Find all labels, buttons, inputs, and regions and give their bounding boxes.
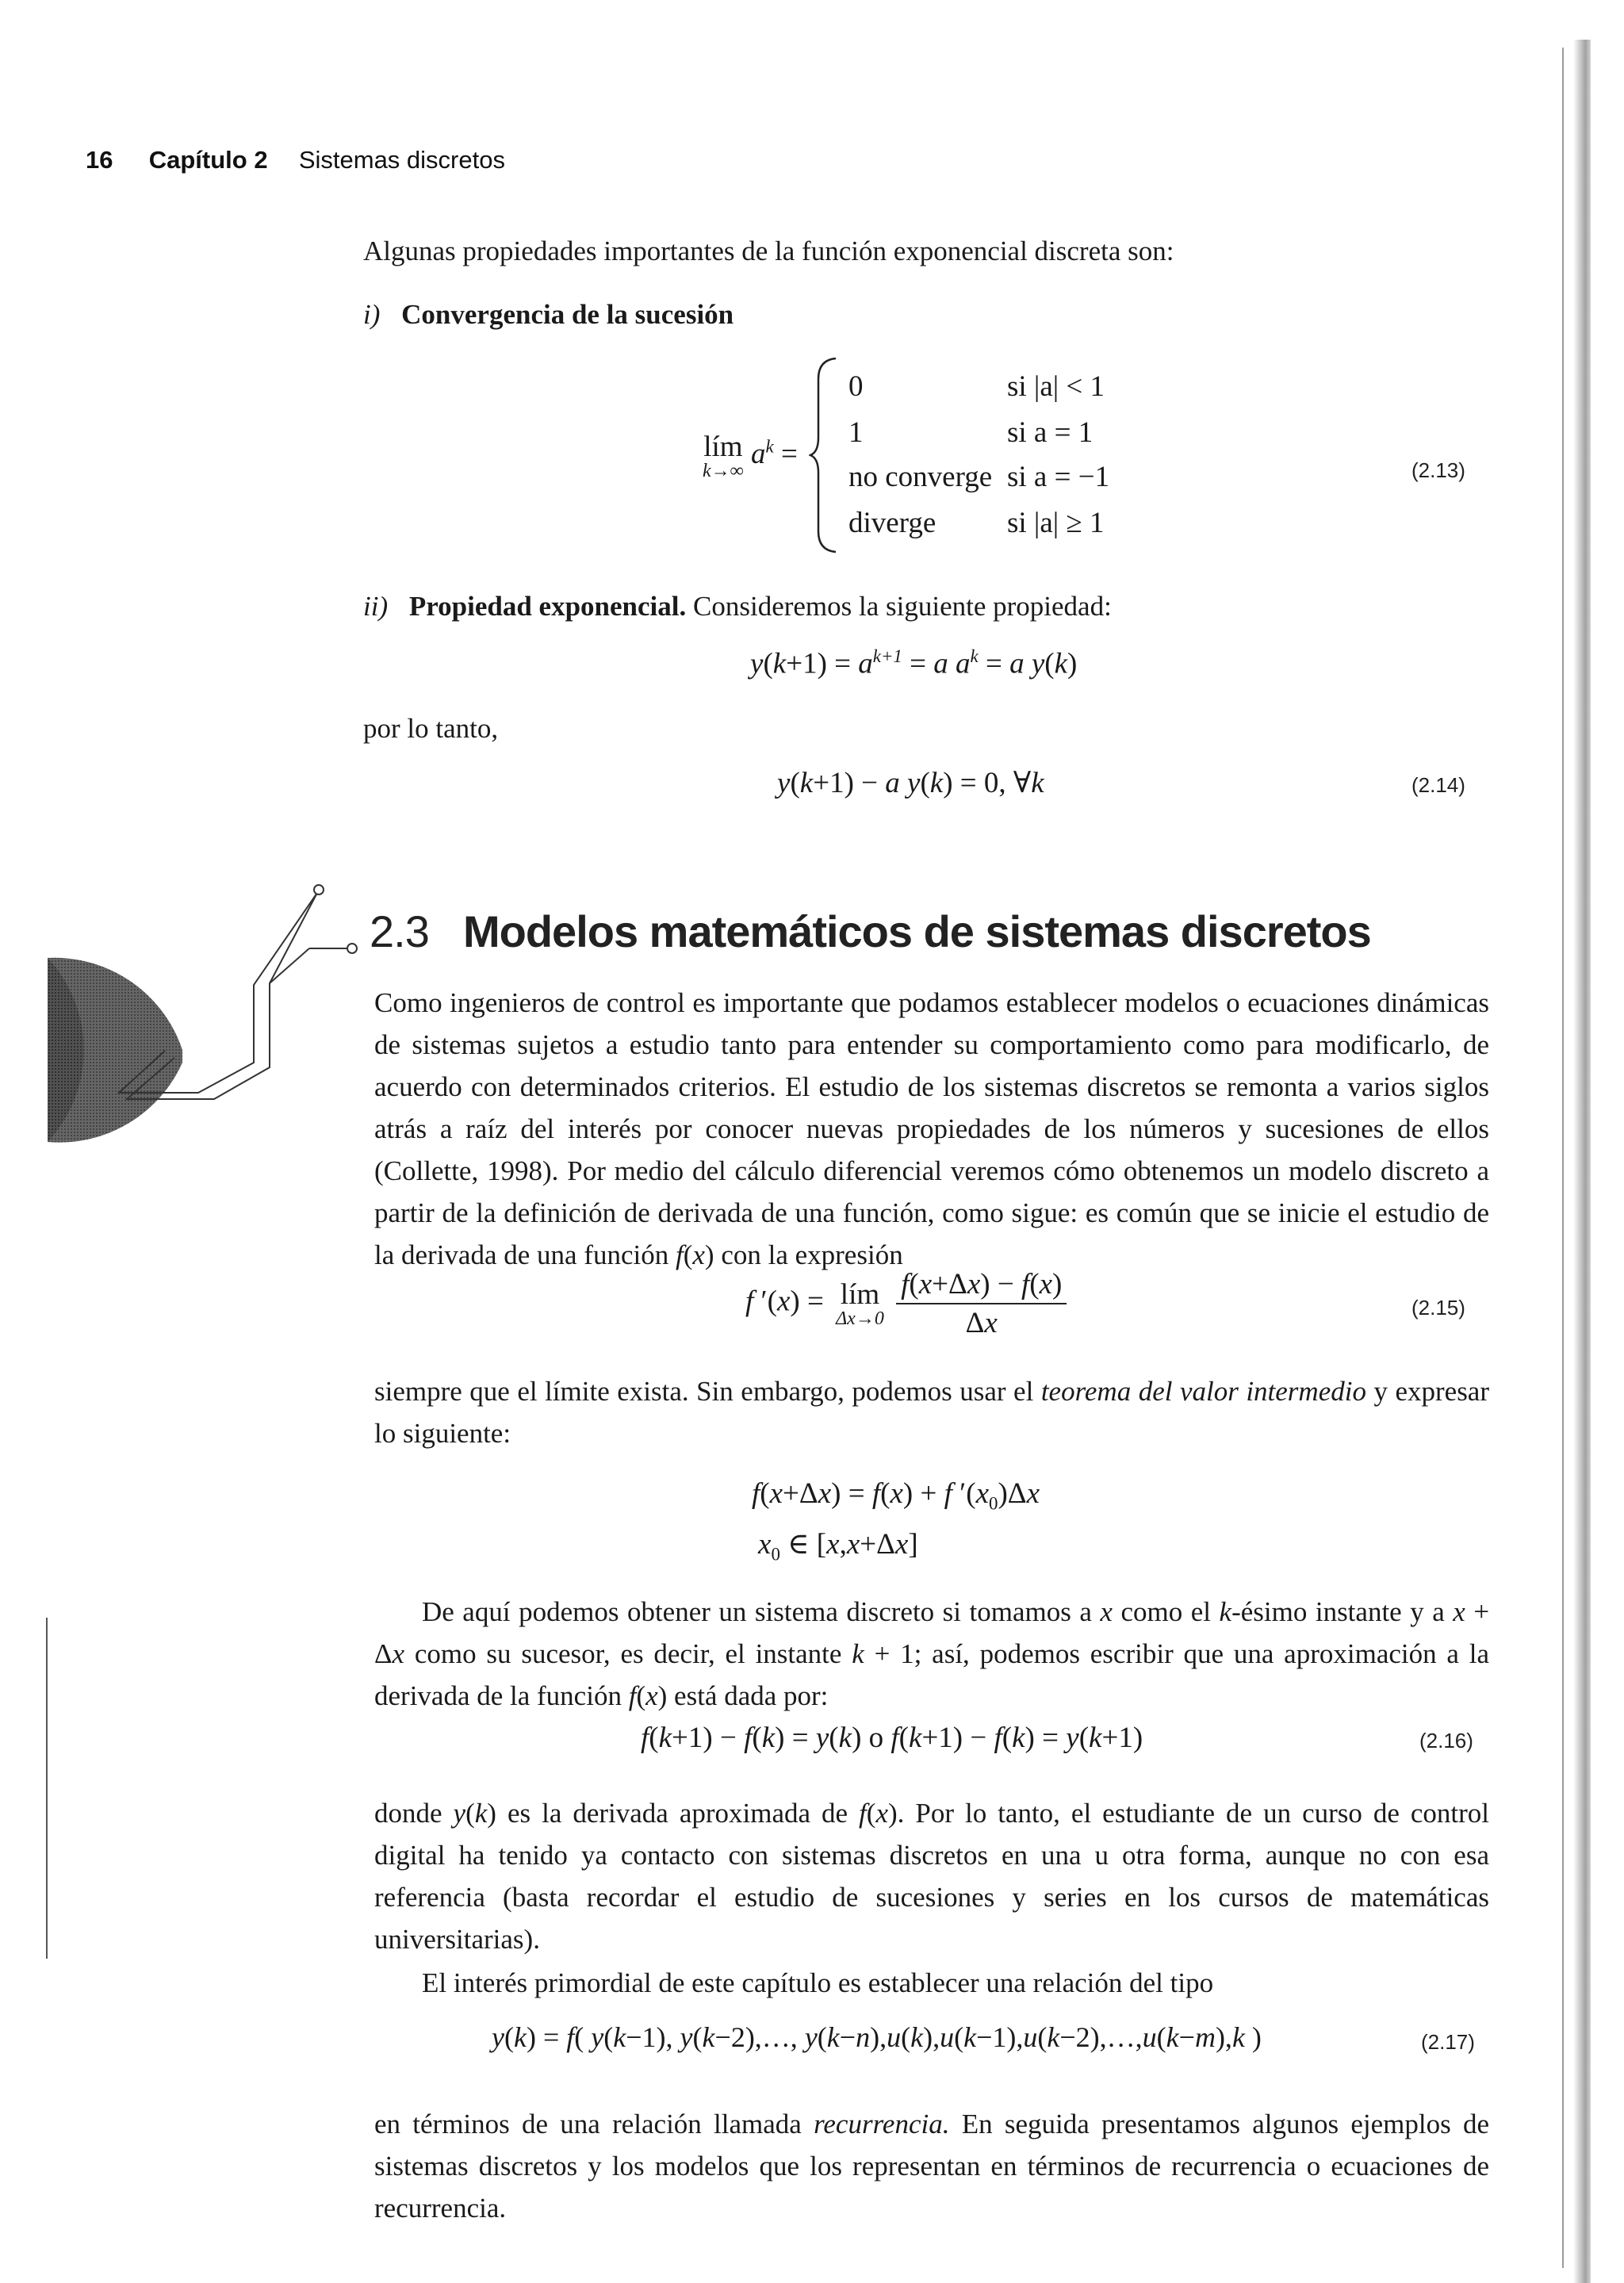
emphasis-teorema: teorema del valor intermedio xyxy=(1040,1376,1366,1407)
case-cond-2: si a = 1 xyxy=(1007,416,1094,449)
property-2-title: Propiedad exponencial. xyxy=(408,591,687,622)
lim-operator-2: lím xyxy=(840,1277,880,1311)
case-cond-1: si |a| < 1 xyxy=(1007,370,1105,403)
equation-2-14: y(k+1) − a y(k) = 0, ∀k xyxy=(777,767,1044,799)
paragraph-4: donde y(k) es la derivada aproximada de f(x). Por lo tanto, el estudiante de un curso de control digital ha tenido ya contacto con sistemas discretos en una u otra forma, aunque no con esa referencia (basta recordar el estudio de sucesiones y series en los cursos de matemáticas universitarias). xyxy=(374,1798,1490,1955)
chapter-title: Sistemas discretos xyxy=(298,146,505,174)
scan-edge-line xyxy=(1562,48,1564,2268)
case-row-3: no converge xyxy=(848,461,993,493)
case-row-2: 1 xyxy=(848,416,864,449)
scan-edge-shadow xyxy=(1573,40,1591,2283)
chapter-label: Capítulo 2 xyxy=(148,146,268,174)
paragraph-1: Como ingenieros de control es importante que podamos establecer modelos o ecuaciones dinámicas de sistemas sujetos a estudio tanto para entender su comportamiento como para modificarlo, de acuerdo con determinados criterios. El estudio de los sistemas discretos se remonta a varios siglos atrás a raíz del interés por conocer nuevas propiedades de los números y sucesiones de ellos (Collette, 1998). Por medio del cálculo diferencial veremos cómo obtenemos un modelo discreto a partir de la definición de derivada de una función, como sigue: es común que se inicie el estudio de la derivada de una función f(x) con la expresión xyxy=(374,987,1489,1270)
equation-number-2-17: (2.17) xyxy=(1421,2030,1475,2054)
paragraph-3: De aquí podemos obtener un sistema discreto si tomamos a x como el k-ésimo instante y a x + Δx como su sucesor, es decir, el instante k + 1; así, podemos escribir que una aproximación a la derivada de la función f(x) está dada por: xyxy=(374,1596,1490,1711)
lim-subscript-2: Δx→0 xyxy=(836,1308,884,1329)
por-lo-tanto: por lo tanto, xyxy=(363,713,499,744)
case-cond-4: si |a| ≥ 1 xyxy=(1007,507,1105,539)
page-number: 16 xyxy=(86,146,113,174)
property-1-title: Convergencia de la sucesión xyxy=(401,299,734,330)
intermediate-value-range: $x_0$ ∈ [x,x+Δx] xyxy=(758,1528,918,1565)
case-row-4: diverge xyxy=(848,507,936,539)
paragraph-1-end: con la expresión xyxy=(721,1239,903,1270)
equation-number-2-15: (2.15) xyxy=(1411,1296,1465,1320)
property-1-heading xyxy=(363,293,733,335)
equation-2-17: y(k) = f( y(k−1), y(k−2),…, y(k−n),u(k),u(k−1),u(k−2),…,u(k−m),k ) xyxy=(492,2021,1262,2053)
equation-number-2-16: (2.16) xyxy=(1419,1729,1473,1752)
equation-2-15: f ′(x) = lím Δx→0 $\frac{f(x+\Delta x) - f(x)}{\Delta x}$ xyxy=(745,1267,1067,1340)
left-brace xyxy=(809,355,841,555)
exp-property-equation: $y(k+1) = a^{k+1} = a$ $a^k = a$ y(k) xyxy=(750,646,1078,680)
paragraph-5: El interés primordial de este capítulo es establecer una relación del tipo xyxy=(422,1967,1214,1998)
lim-operator: lím xyxy=(703,431,743,463)
case-row-1: 0 xyxy=(848,370,864,403)
equation-number-2-14: (2.14) xyxy=(1411,773,1465,797)
running-header xyxy=(86,146,505,174)
section-title: Modelos matemáticos de sistemas discretos xyxy=(462,906,1371,956)
section-number: 2.3 xyxy=(370,906,429,956)
case-cond-3: si a = −1 xyxy=(1007,461,1110,493)
section-heading xyxy=(370,906,1371,957)
paragraph-1-text: Como ingenieros de control es importante que podamos establecer modelos o ecuaciones dinámicas de sistemas sujetos a estudio tanto para entender su comportamiento como para modificarlo, de acuerdo con determinados criterios. El estudio de los sistemas discretos se remonta a varios siglos atrás a raíz del interés por conocer nuevas propiedades de los números y sucesiones de ellos (Collette, 1998). Por medio del cálculo diferencial veremos cómo obtenemos un modelo discreto a partir de la definición de derivada de una función, como sigue: es común que se inicie el estudio de la derivada de una función xyxy=(374,987,1489,1270)
equation-2-16: f(k+1) − f(k) = y(k) o f(k+1) − f(k) = y(k+1) xyxy=(641,1722,1143,1754)
property-2-paragraph xyxy=(363,585,1112,627)
eq213-lhs: lím k→∞ $a^k$ = xyxy=(703,431,798,481)
property-2-label: ii) xyxy=(363,591,389,622)
lim-subscript: k→∞ xyxy=(703,461,744,481)
property-2-text: Consideremos la siguiente propiedad: xyxy=(693,591,1112,622)
property-1-label: i) xyxy=(363,299,381,330)
intermediate-value-equation: f(x+Δx) = f(x) + f $'(x_0)\Delta x$ xyxy=(752,1477,1040,1514)
scan-margin-line xyxy=(46,1618,48,1959)
paragraph-6: en términos de una relación llamada recurrencia. En seguida presentamos algunos ejemplos de sistemas discretos y los modelos que los representan en términos de recurrencia o ecuaciones de recurrencia. xyxy=(374,2109,1489,2224)
circuit-decoration-icon xyxy=(48,880,381,1182)
intro-text: Algunas propiedades importantes de la función exponencial discreta son: xyxy=(363,236,1174,266)
equation-number-2-13: (2.13) xyxy=(1411,458,1465,482)
paragraph-2: siempre que el límite exista. Sin embargo, podemos usar el teorema del valor intermedio y expresar lo siguiente: xyxy=(374,1376,1489,1449)
emphasis-recurrencia: recurrencia. xyxy=(814,2109,950,2139)
